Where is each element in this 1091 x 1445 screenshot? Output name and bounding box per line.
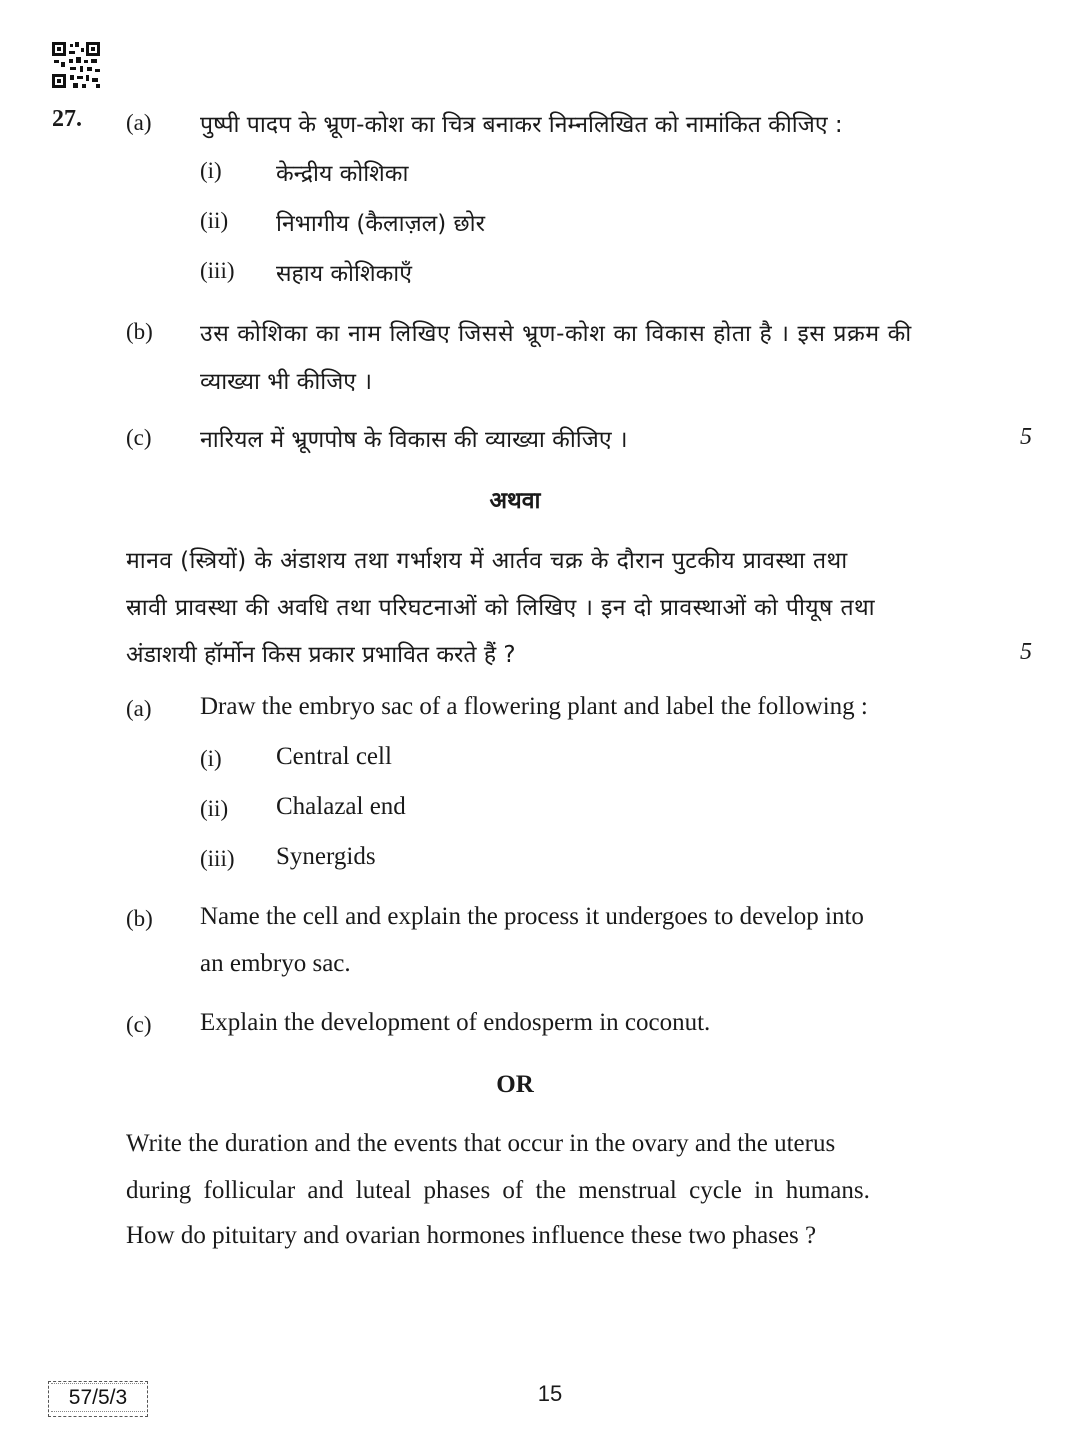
hindi-part-b-line1: उस कोशिका का नाम लिखिए जिससे भ्रूण-कोश का विकास होता है । इस प्रक्रम की (200, 321, 912, 347)
hindi-or-line1: मानव (स्त्रियों) के अंडाशय तथा गर्भाशय में आर्तव चक्र के दौरान पुटकीय प्रावस्था तथा (126, 548, 848, 574)
english-part-a-label: (a) (126, 696, 152, 721)
english-part-a-text: Draw the embryo sac of a flowering plant and label the following : (200, 693, 868, 720)
question-number: 27. (52, 106, 82, 132)
hindi-part-a-text: पुष्पी पादप के भ्रूण-कोश का चित्र बनाकर निम्नलिखित को नामांकित कीजिए : (200, 112, 843, 138)
qr-code-icon (52, 42, 100, 88)
english-part-c-label: (c) (126, 1012, 152, 1037)
hindi-part-c-text: नारियल में भ्रूणपोष के विकास की व्याख्या कीजिए । (200, 427, 628, 453)
english-part-b-line1: Name the cell and explain the process it undergoes to develop into (200, 903, 864, 930)
hindi-item-i-text: केन्द्रीय कोशिका (276, 161, 409, 187)
hindi-or-marks: 5 (1020, 639, 1032, 665)
paper-code-box (48, 1381, 148, 1417)
english-item-ii-text: Chalazal end (276, 793, 406, 820)
english-part-c-text: Explain the development of endosperm in coconut. (200, 1009, 711, 1036)
english-item-iii-num: (iii) (200, 846, 235, 871)
hindi-part-a-label: (a) (126, 110, 152, 135)
english-or-line1: Write the duration and the events that occur in the ovary and the uterus (126, 1130, 836, 1157)
hindi-part-c-marks: 5 (1020, 424, 1032, 450)
hindi-item-ii-num: (ii) (200, 208, 229, 233)
english-or-line2: during follicular and luteal phases of the menstrual cycle in humans. (126, 1177, 870, 1204)
english-item-i-text: Central cell (276, 743, 392, 770)
page-number: 15 (537, 1381, 563, 1406)
hindi-part-b-label: (b) (126, 319, 153, 344)
hindi-part-b-line2: व्याख्या भी कीजिए । (200, 369, 373, 395)
hindi-or-heading: अथवा (489, 488, 541, 514)
hindi-part-c-label: (c) (126, 425, 152, 450)
english-item-i-num: (i) (200, 746, 222, 771)
english-part-b-line2: an embryo sac. (200, 950, 351, 977)
hindi-item-iii-num: (iii) (200, 258, 235, 283)
english-item-ii-num: (ii) (200, 796, 229, 821)
hindi-or-line3: अंडाशयी हॉर्मोन किस प्रकार प्रभावित करते हैं ? (126, 642, 516, 668)
english-or-line3: How do pituitary and ovarian hormones influence these two phases ? (126, 1222, 817, 1249)
code-microtext-bottom (51, 1411, 145, 1415)
hindi-item-iii-text: सहाय कोशिकाएँ (276, 261, 412, 287)
english-part-b-label: (b) (126, 906, 153, 931)
hindi-or-line2: स्रावी प्रावस्था की अवधि तथा परिघटनाओं को लिखिए । इन दो प्रावस्थाओं को पीयूष तथा (126, 595, 876, 621)
hindi-item-i-num: (i) (200, 158, 222, 183)
hindi-item-ii-text: निभागीय (कैलाज़ल) छोर (276, 211, 486, 237)
english-or-heading: OR (496, 1071, 534, 1098)
english-item-iii-text: Synergids (276, 843, 376, 870)
paper-code: 57/5/3 (68, 1386, 128, 1409)
